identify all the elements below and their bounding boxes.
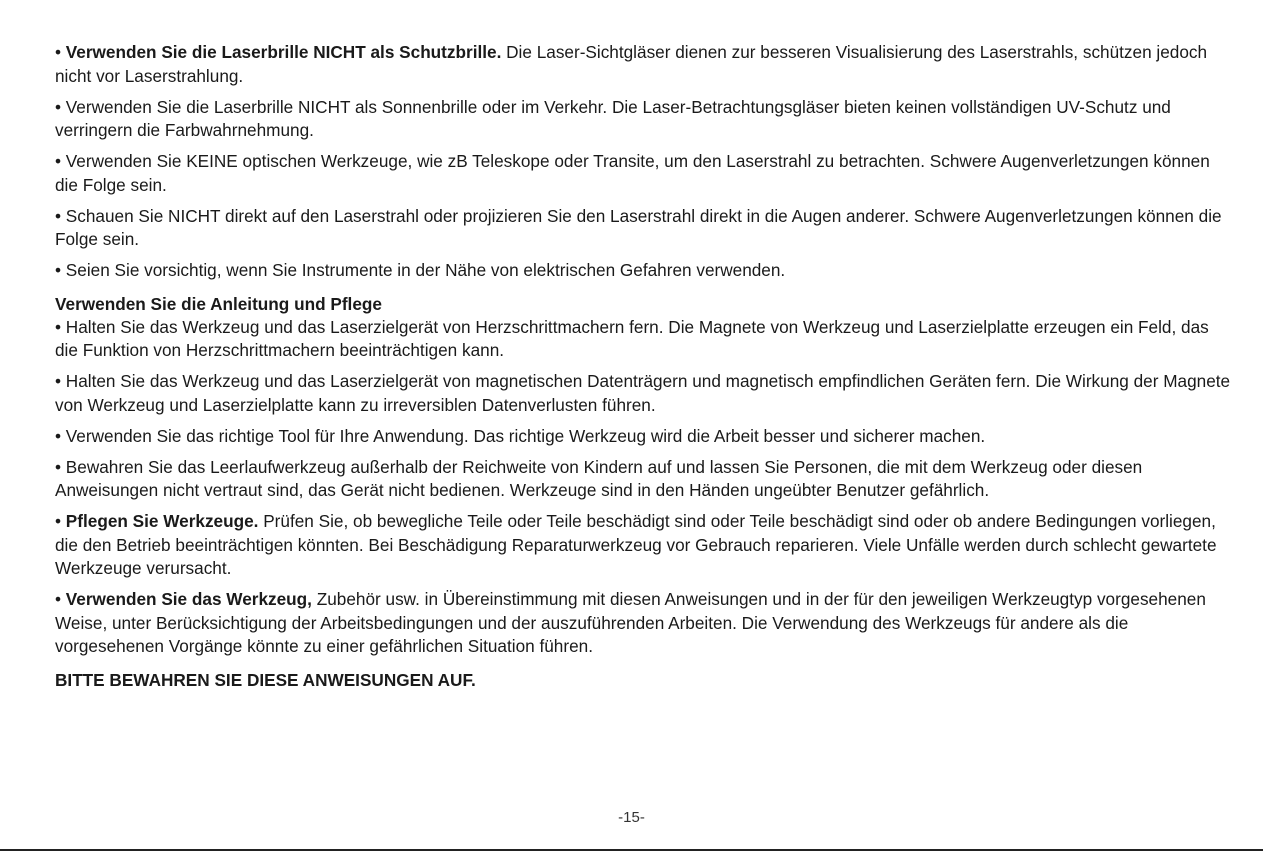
bullet: • [55,371,66,391]
safety-item-3-text: Verwenden Sie KEINE optischen Werkzeuge, wie zB Teleskope oder Transite, um den Laserstrahl zu betrachten. Schwere Augenverletzungen können die Folge sein. [55,151,1210,195]
safety-item-2-text: Verwenden Sie die Laserbrille NICHT als Sonnenbrille oder im Verkehr. Die Laser-Betrachtungsgläser bieten keinen vollständigen UV-Schutz und verringern die Farbwahrnehmung. [55,96,1171,140]
safety-item-1-text: Die Laser-Sichtgläser dienen zur besseren Visualisierung des Laserstrahls, schützen jedoch nicht vor Laserstrahlung. [55,42,1208,86]
page-number: -15- [618,809,645,826]
bullet: • [55,205,66,226]
care-item-4 [55,456,1235,503]
manual-page-content [55,41,1235,692]
care-item-5-text: Prüfen Sie, ob bewegliche Teile oder Teile beschädigt sind oder Teile beschädigt sind oder ob andere Bedingungen vorliegen, die den Betrieb beeinträchtigen könnten. Bei Beschädigung Reparaturwerkzeug vor Gebrauch reparieren. Viele Unfälle werden durch schlecht gewartete Werkzeuge verursacht. [55,511,1217,578]
care-item-6 [55,588,1235,659]
bullet: • [55,42,66,62]
safety-item-5 [55,259,1235,283]
bullet: • [55,425,66,446]
care-item-1 [55,316,1235,363]
safety-item-5-text: Seien Sie vorsichtig, wenn Sie Instrumente in der Nähe von elektrischen Gefahren verwenden. [65,260,786,280]
care-item-2 [55,370,1235,417]
safety-item-2 [55,96,1235,143]
bullet: • [55,96,66,117]
safety-item-1 [55,41,1235,88]
safety-item-3 [55,150,1235,197]
care-item-5 [55,510,1235,581]
safety-item-4-text: Schauen Sie NICHT direkt auf den Laserstrahl oder projizieren Sie den Laserstrahl direkt in die Augen anderer. Schwere Augenverletzungen können die Folge sein. [55,205,1222,249]
care-item-4-text: Bewahren Sie das Leerlaufwerkzeug außerhalb der Reichweite von Kindern auf und lassen Sie Personen, die mit dem Werkzeug oder diesen Anweisungen nicht vertraut sind, das Gerät nicht bedienen. Werkzeuge sind in den Händen ungeübter Benutzer gefährlich. [55,456,1143,500]
keep-instructions-notice: BITTE BEWAHREN SIE DIESE ANWEISUNGEN AUF. [55,669,476,690]
bullet: • [55,456,66,477]
bullet: • [55,316,66,337]
bullet: • [55,589,66,609]
care-item-1-text: Halten Sie das Werkzeug und das Laserzielgerät von Herzschrittmachern fern. Die Magnete von Werkzeug und Laserzielplatte erzeugen ein Feld, das die Funktion von Herzschrittmachern beeinträchtigen kann. [55,316,1209,360]
care-item-6-bold: Verwenden Sie das Werkzeug, [65,589,312,609]
bullet: • [55,260,66,280]
care-item-6-text: Zubehör usw. in Übereinstimmung mit diesen Anweisungen und in der für den jeweiligen Werkzeugtyp vorgesehenen Weise, unter Berücksichtigung der Arbeitsbedingungen und der auszuführenden Arbeiten. Die Verwendung des Werkzeugs für andere als die vorgesehenen Vorgänge könnte zu einer gefährlichen Situation führen. [55,589,1206,656]
bullet: • [55,511,66,531]
care-item-3 [55,425,1235,449]
bullet: • [55,151,66,171]
care-item-5-bold: Pflegen Sie Werkzeuge. [65,511,259,531]
care-item-2-text: Halten Sie das Werkzeug und das Laserzielgerät von magnetischen Datenträgern und magnetisch empfindlichen Geräten fern. Die Wirkung der Magnete von Werkzeug und Laserzielplatte kann zu irreversiblen Datenverlusten führen. [55,371,1231,415]
care-section-heading: Verwenden Sie die Anleitung und Pflege [55,293,382,314]
safety-item-1-bold: Verwenden Sie die Laserbrille NICHT als Schutzbrille. [65,42,502,62]
care-item-3-text: Verwenden Sie das richtige Tool für Ihre Anwendung. Das richtige Werkzeug wird die Arbeit besser und sicherer machen. [65,425,986,446]
safety-item-4 [55,205,1235,252]
